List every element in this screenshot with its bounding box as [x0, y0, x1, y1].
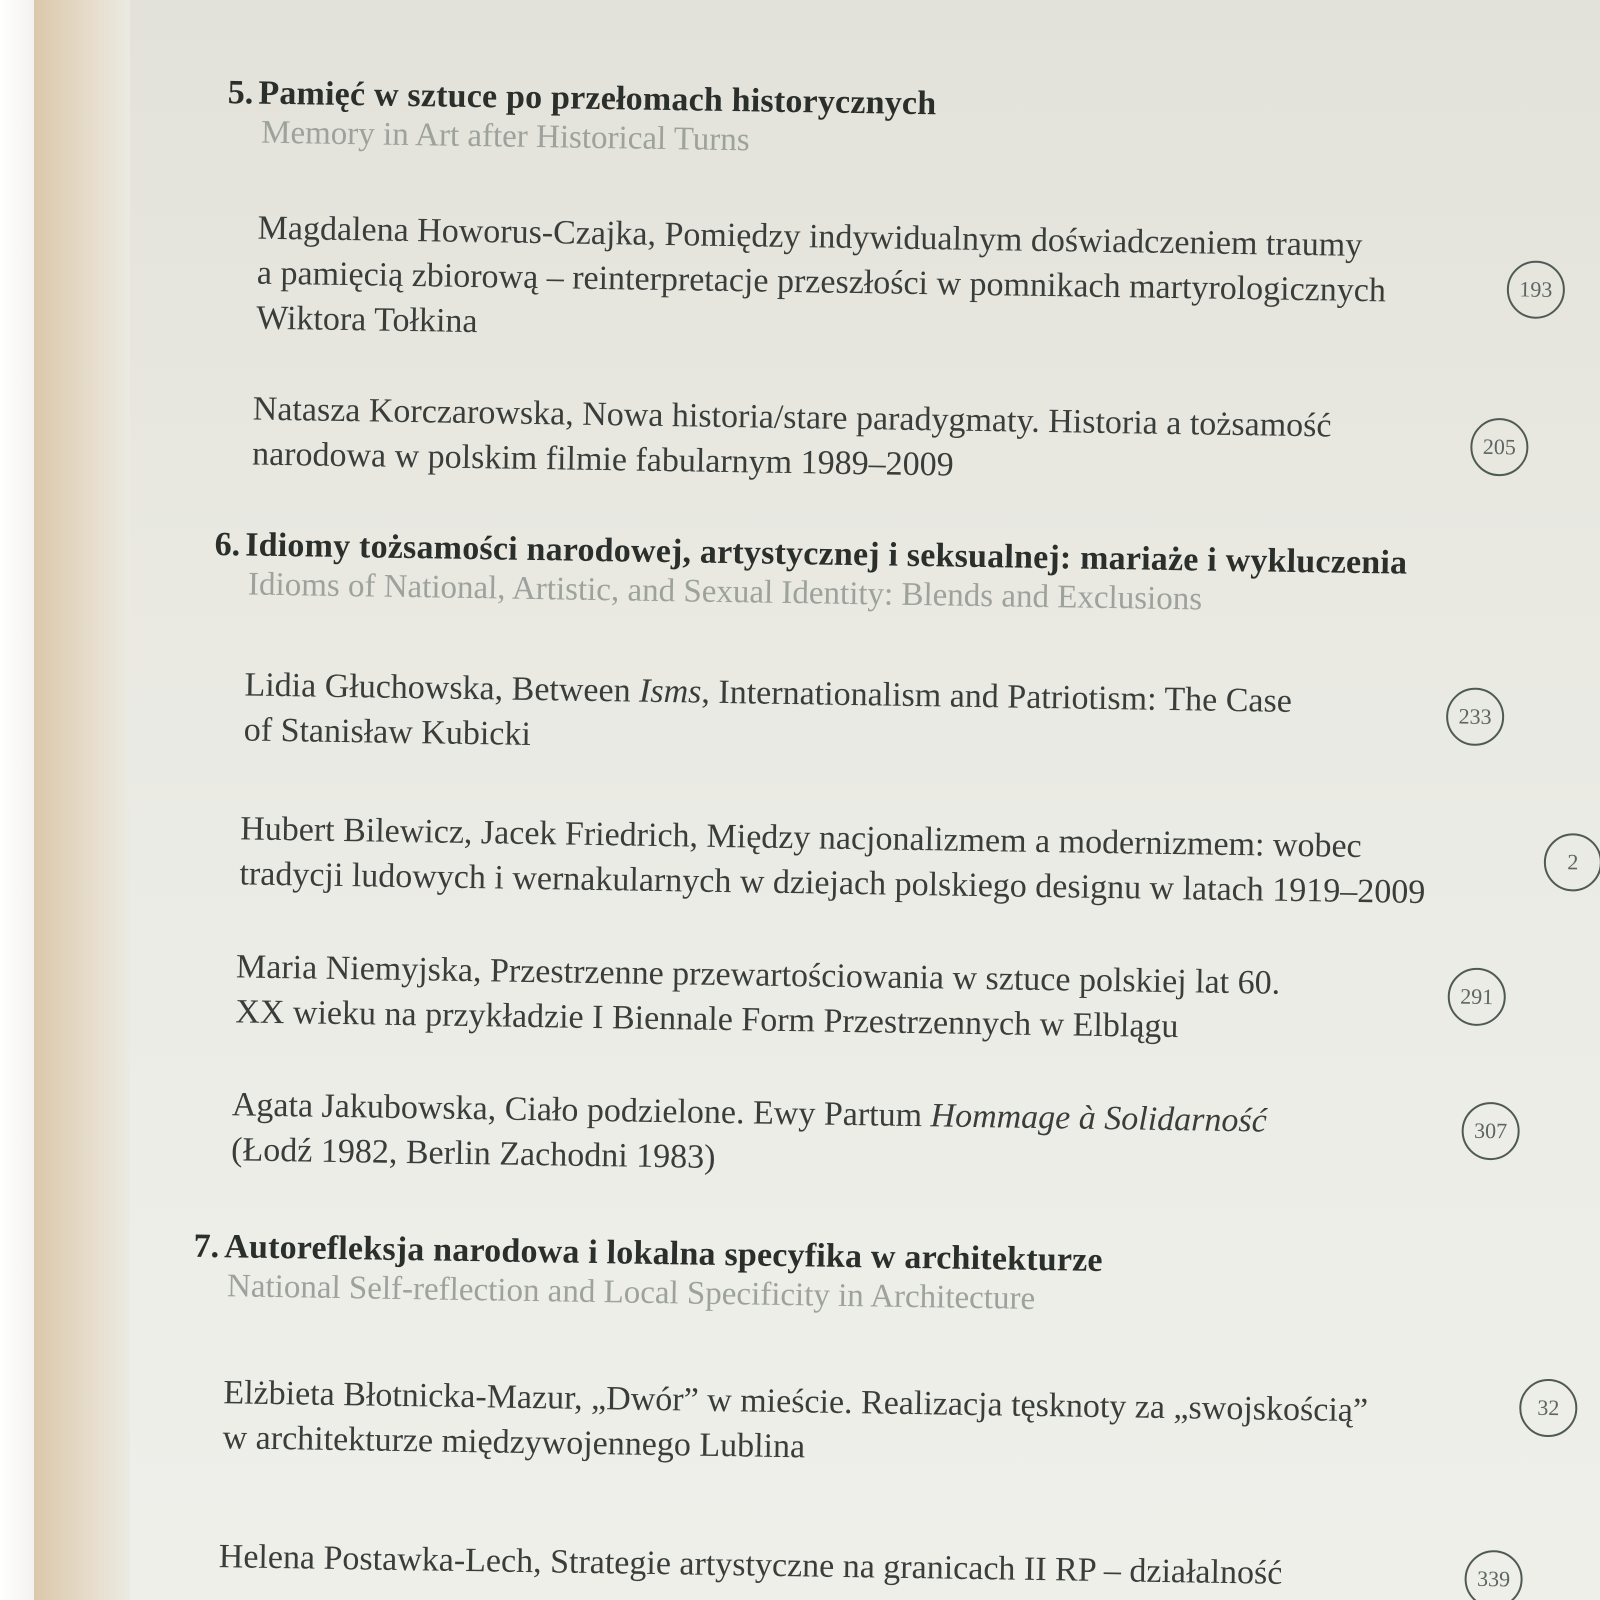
entry-line: Hubert Bilewicz, Jacek Friedrich, Między nacjonalizmem a modernizmem: wobec — [239, 810, 1362, 866]
toc-entry[interactable] — [222, 1370, 1368, 1478]
entry-line: tradycji ludowych i wernakularnych w dziejach polskiego designu w latach 1919–2009 — [239, 855, 1426, 912]
section-number: 5. — [227, 74, 254, 112]
page-number-badge[interactable]: 233 — [1446, 687, 1505, 746]
entry-text: Agata Jakubowska, Ciało podzielone. Ewy Partum — [231, 1086, 931, 1135]
entry-line: of Stanisław Kubicki — [243, 711, 532, 753]
toc-entry[interactable] — [252, 387, 1332, 494]
page-number-badge[interactable]: 339 — [1464, 1550, 1523, 1600]
page-number-badge[interactable]: 32 — [1519, 1379, 1578, 1438]
entry-line: a pamięcią zbiorową – reinterpretacje przeszłości w pomnikach martyrologicznych — [256, 254, 1387, 310]
section-title-en: National Self-reflection and Local Specificity in Architecture — [226, 1268, 1036, 1317]
entry-italic-text: Hommage à Solidarność — [930, 1097, 1268, 1140]
toc-entry[interactable] — [239, 806, 1426, 915]
page-number-badge[interactable]: 2 — [1543, 833, 1600, 892]
entry-text: , Internationalism and Patriotism: The Case — [701, 673, 1293, 720]
section-title-en: Idioms of National, Artistic, and Sexual Identity: Blends and Exclusions — [247, 566, 1203, 618]
section-number: 6. — [214, 525, 241, 564]
entry-line: (Łodź 1982, Berlin Zachodni 1983) — [230, 1131, 716, 1176]
section-title-pl: Idiomy tożsamości narodowej, artystycznej i seksualnej: mariaże i wykluczenia — [245, 526, 1408, 582]
entry-line: narodowa w polskim filmie fabularnym 1989–2009 — [251, 435, 954, 484]
page-number-badge[interactable]: 205 — [1470, 418, 1529, 477]
page-number-badge[interactable]: 193 — [1506, 260, 1565, 319]
section-title-pl: Autorefleksja narodowa i lokalna specyfika w architekturze — [223, 1228, 1104, 1280]
toc-entry[interactable] — [218, 1534, 1282, 1596]
entry-line: w architekturze międzywojennego Lublina — [222, 1419, 806, 1466]
section-number: 7. — [193, 1227, 220, 1266]
entry-italic-text: Isms — [638, 672, 702, 711]
section-5-heading — [227, 74, 937, 162]
entry-line: Helena Postawka-Lech, Strategie artystyczne na granicach II RP – działalność — [218, 1538, 1283, 1592]
entry-text: Lidia Głuchowska, Between — [244, 666, 640, 710]
toc-entry[interactable] — [243, 662, 1292, 768]
toc-entry[interactable] — [235, 944, 1280, 1050]
toc-entry[interactable] — [256, 206, 1387, 359]
entry-line: Maria Niemyjska, Przestrzenne przewartościowania w sztuce polskiej lat 60. — [235, 948, 1281, 1002]
entry-line: Magdalena Howorus-Czajka, Pomiędzy indywidualnym doświadczeniem traumy — [257, 209, 1363, 264]
section-title-pl: Pamięć w sztuce po przełomach historycznych — [258, 74, 937, 123]
section-6-heading — [214, 526, 1408, 622]
page-number-badge[interactable]: 291 — [1447, 967, 1506, 1026]
section-title-en: Memory in Art after Historical Turns — [260, 114, 750, 159]
page-number-badge[interactable]: 307 — [1461, 1102, 1520, 1161]
entry-line: XX wieku na przykładzie I Biennale Form Przestrzennych w Elblągu — [235, 993, 1179, 1046]
toc-entry[interactable] — [231, 1082, 1267, 1188]
entry-line: Natasza Korczarowska, Nowa historia/stare paradygmaty. Historia a tożsamość — [252, 390, 1332, 445]
section-7-heading — [193, 1228, 1103, 1319]
entry-line: Elżbieta Błotnicka-Mazur, „Dwór” w mieście. Realizacja tęsknoty za „swojskością” — [223, 1374, 1369, 1430]
entry-line: Wiktora Tołkina — [255, 299, 478, 341]
